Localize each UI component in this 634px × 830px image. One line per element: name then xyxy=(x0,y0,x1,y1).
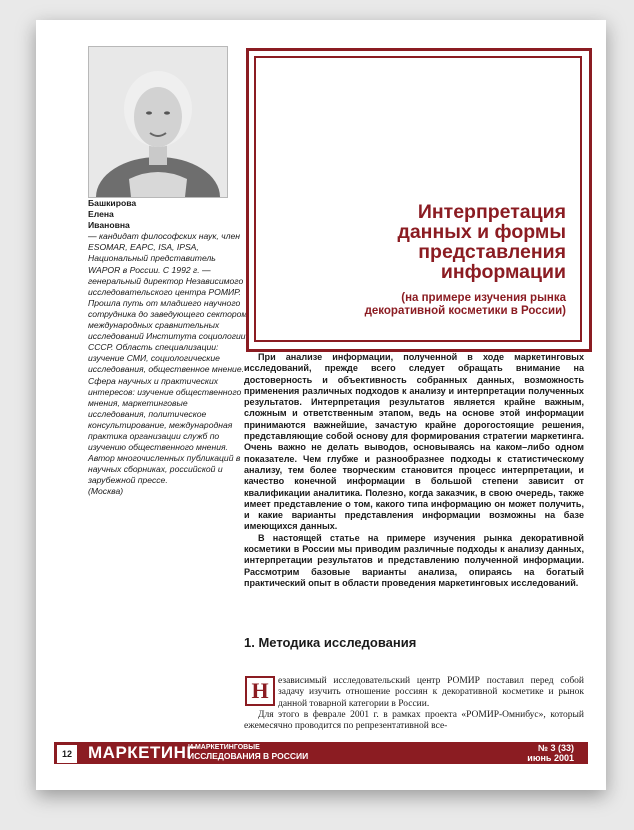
author-last-name: Башкирова xyxy=(88,198,137,208)
lead-paragraph-1: При анализе информации, полученной в ходе маркетинговых исследований, прежде всего следует обращать внимание на достоверность и объективность собранных данных, возможность применения различных подходов к анализу и интерпретации полученных результатов. Интерпретация результатов является крайне важным, сложным и ответственным этапом, ведь на основе этой информации принимаются важнейшие, зачастую крайне дорогостоящие решения, представляющие собой основу для формирования стратегии маркетинга. Очень важно не делать выводов, основываясь на каком–либо одном показателе. Чем глубже и разнообразнее подходы к статистическому анализу, тем более творческим становится процесс интерпретации, и качество конечной информации в большой степени зависит от квалификации аналитика. Полезно, когда заказчик, в свою очередь, также имеет представление о том, какого типа информацию он может получить, и какие варианты представления информации возможны на базе имеющихся данных. xyxy=(244,352,584,532)
issue-date: июнь 2001 xyxy=(527,753,574,763)
author-patronymic: Ивановна xyxy=(88,220,130,231)
lead-text xyxy=(244,352,584,589)
body-paragraph-2: Для этого в феврале 2001 г. в рамках проекта «РОМИР-Омнибус», который ежемесячно проводится по репрезентативной все- xyxy=(244,709,584,732)
page-number: 12 xyxy=(56,744,78,764)
article-subtitle xyxy=(258,292,566,318)
title-line-4: информации xyxy=(440,261,566,283)
author-first-name: Елена xyxy=(88,209,114,220)
title-line-2: данных и формы xyxy=(397,221,566,243)
portrait-image xyxy=(89,47,227,197)
lead-paragraph-2: В настоящей статье на примере изучения рынка декоративной косметики в России мы приводим различные подходы к анализу данных, интерпретации результатов и представлению полученной информации. Рассмотрим базовые варианты анализа, опираясь на богатый практический опыт в области проведения маркетинговых исследований. xyxy=(244,532,584,588)
body-text xyxy=(244,676,584,732)
author-bio: — кандидат философских наук, член ESOMAR, EAPC, ISA, IPSA, Национальный представитель WAPOR в России. С 1992 г. — генеральный директор Независимого исследовательского центра РОМИР. Прошла путь от младшего научного сотрудника до заведующего сектором международных сравнительных исследований Института социологии СССР. Область специализации: изучение СМИ, социологические исследования, общественное мнение. Сфера научных и практических интересов: изучение общественного мнения, маркетинговые исследования, политическое консультирование, международная практика организации служб по изучению общественного мнения. Автор многочисленных публикаций в научных сборниках, российской и зарубежной прессе. xyxy=(88,231,248,486)
issue-info xyxy=(527,743,574,763)
brand-subtitle-line-2: ИССЛЕДОВАНИЯ В РОССИИ xyxy=(188,751,309,761)
author-info xyxy=(88,198,248,498)
section-heading: 1. Методика исследования xyxy=(244,635,417,650)
subtitle-line-1: (на примере изучения рынка xyxy=(401,292,566,304)
magazine-brand-subtitle xyxy=(188,744,308,761)
title-line-1: Интерпретация xyxy=(417,201,566,223)
issue-number: № 3 (33) xyxy=(537,743,574,753)
author-city: (Москва) xyxy=(88,486,124,497)
drop-cap: Н xyxy=(245,676,275,706)
body-paragraph-1: езависимый исследовательский центр РОМИР поставил перед собой задачу изучить отношение россиян к декоративной косметике и рынок данной товарной категории в России. xyxy=(278,676,584,709)
article-title xyxy=(258,202,566,282)
subtitle-line-2: декоративной косметики в России) xyxy=(364,305,566,317)
magazine-page xyxy=(36,20,606,790)
magazine-brand: МАРКЕТИНГ xyxy=(88,743,197,762)
title-line-3: представления xyxy=(418,241,566,263)
author-photo xyxy=(88,46,228,198)
brand-subtitle-line-1: И МАРКЕТИНГОВЫЕ xyxy=(188,744,260,751)
